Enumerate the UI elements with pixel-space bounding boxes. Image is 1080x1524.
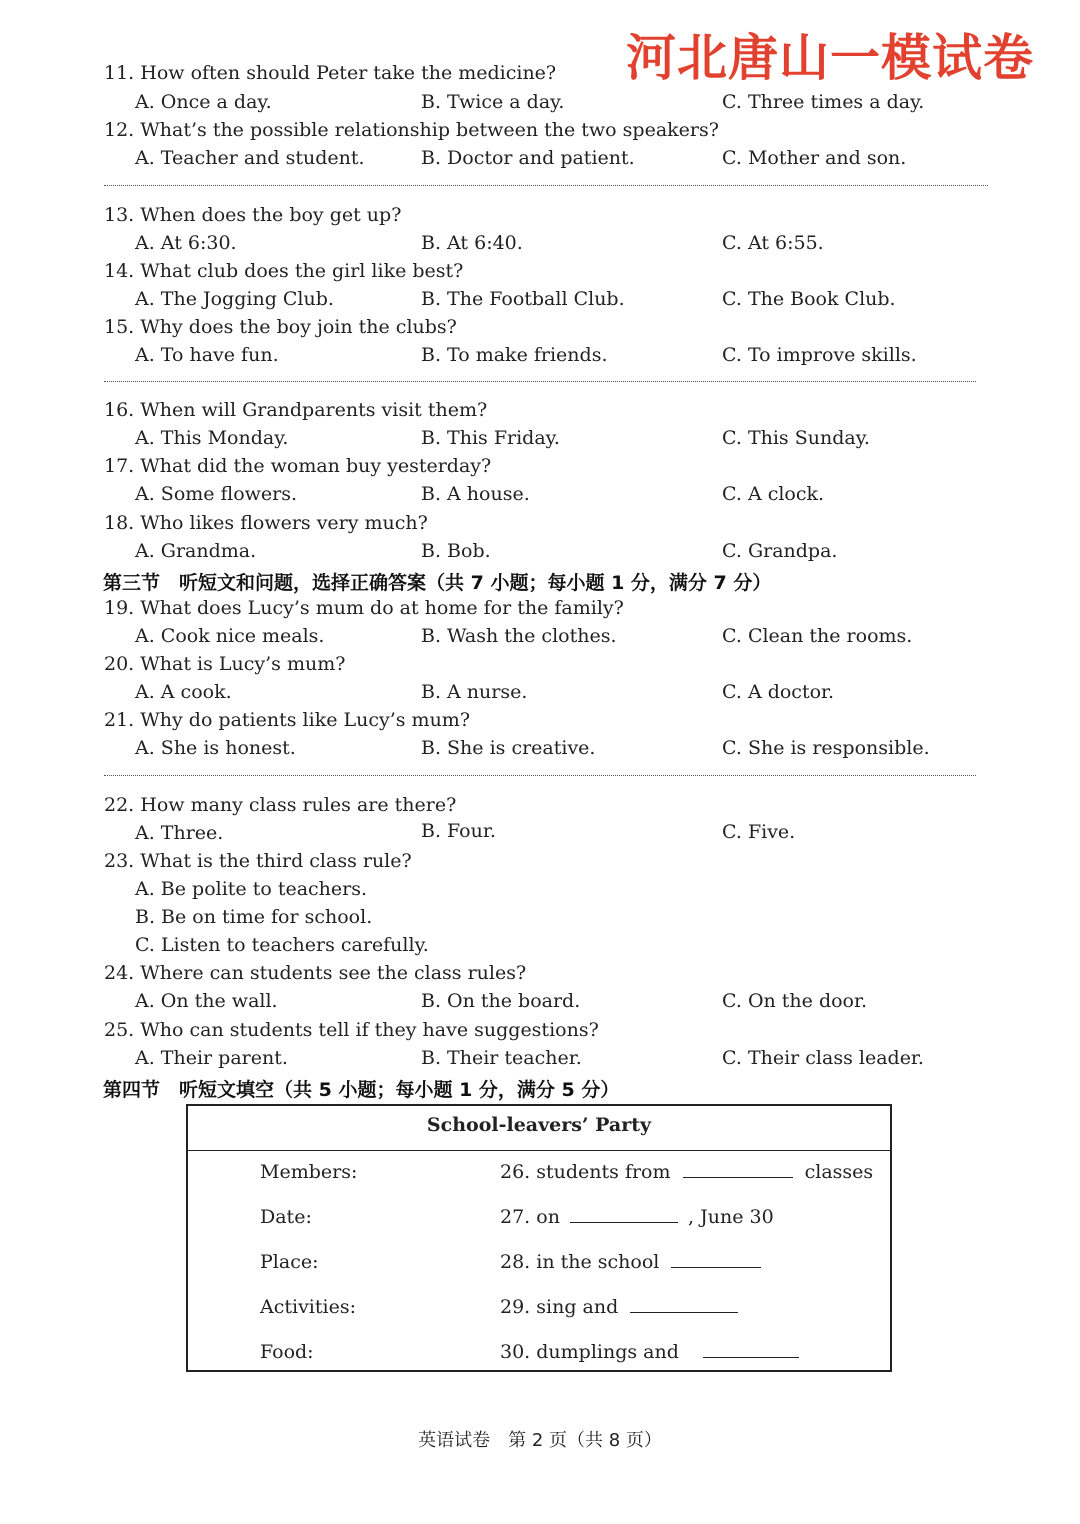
option-21a: A. She is honest.: [135, 737, 296, 759]
option-12a: A. Teacher and student.: [135, 147, 365, 169]
question-25: 25. Who can students tell if they have suggestions?: [104, 1019, 599, 1041]
option-24b: B. On the board.: [421, 990, 581, 1012]
option-18b: B. Bob.: [421, 540, 491, 562]
question-24: 24. Where can students see the class rules?: [104, 962, 527, 984]
option-13c: C. At 6:55.: [722, 232, 824, 254]
row-suffix-27: , June 30: [688, 1206, 774, 1228]
option-19a: A. Cook nice meals.: [135, 625, 325, 647]
row-text-28: 28. in the school: [500, 1251, 660, 1273]
option-14a: A. The Jogging Club.: [135, 288, 334, 310]
row-text-29: 29. sing and: [500, 1296, 619, 1318]
question-11: 11. How often should Peter take the medicine?: [104, 62, 557, 84]
answer-blank-30[interactable]: [703, 1356, 799, 1358]
option-19c: C. Clean the rooms.: [722, 625, 913, 647]
option-22a: A. Three.: [135, 822, 224, 844]
option-20c: C. A doctor.: [722, 681, 835, 703]
question-22: 22. How many class rules are there?: [104, 794, 457, 816]
divider: [104, 381, 976, 382]
question-12: 12. What’s the possible relationship between the two speakers?: [104, 119, 719, 141]
question-21: 21. Why do patients like Lucy’s mum?: [104, 709, 471, 731]
question-13: 13. When does the boy get up?: [104, 204, 402, 226]
table-title: School-leavers’ Party: [426, 1114, 652, 1136]
divider: [104, 775, 976, 776]
option-23c: C. Listen to teachers carefully.: [135, 934, 429, 956]
option-16a: A. This Monday.: [135, 427, 289, 449]
row-label-date: Date:: [260, 1206, 312, 1228]
row-item-28: [500, 1251, 767, 1273]
option-11c: C. Three times a day.: [722, 91, 925, 113]
fill-in-table: [186, 1104, 892, 1372]
option-21b: B. She is creative.: [421, 737, 596, 759]
row-item-30: [500, 1341, 805, 1363]
option-25c: C. Their class leader.: [722, 1047, 924, 1069]
option-16b: B. This Friday.: [421, 427, 560, 449]
option-21c: C. She is responsible.: [722, 737, 930, 759]
option-17a: A. Some flowers.: [135, 483, 298, 505]
option-11a: A. Once a day.: [135, 91, 272, 113]
section-4-heading: 第四节 听短文填空（共 5 小题；每小题 1 分，满分 5 分）: [103, 1079, 620, 1101]
row-label-place: Place:: [260, 1251, 319, 1273]
row-label-food: Food:: [260, 1341, 314, 1363]
question-23: 23. What is the third class rule?: [104, 850, 412, 872]
answer-blank-28[interactable]: [671, 1266, 761, 1268]
option-19b: B. Wash the clothes.: [421, 625, 617, 647]
option-23a: A. Be polite to teachers.: [135, 878, 368, 900]
divider: [104, 185, 988, 186]
question-14: 14. What club does the girl like best?: [104, 260, 464, 282]
page-footer: 英语试卷 第 2 页（共 8 页）: [418, 1430, 662, 1451]
option-22b: B. Four.: [421, 820, 496, 842]
option-24c: C. On the door.: [722, 990, 868, 1012]
option-24a: A. On the wall.: [135, 990, 278, 1012]
question-17: 17. What did the woman buy yesterday?: [104, 455, 492, 477]
option-22c: C. Five.: [722, 821, 796, 843]
option-18a: A. Grandma.: [135, 540, 257, 562]
option-17b: B. A house.: [421, 483, 530, 505]
row-item-26: [500, 1161, 873, 1183]
option-11b: B. Twice a day.: [421, 91, 565, 113]
row-item-29: [500, 1296, 744, 1318]
option-15a: A. To have fun.: [135, 344, 279, 366]
option-12b: B. Doctor and patient.: [421, 147, 635, 169]
option-20a: A. A cook.: [135, 681, 232, 703]
answer-blank-29[interactable]: [630, 1311, 738, 1313]
option-16c: C. This Sunday.: [722, 427, 870, 449]
option-23b: B. Be on time for school.: [135, 906, 373, 928]
row-suffix-26: classes: [804, 1161, 874, 1183]
option-25b: B. Their teacher.: [421, 1047, 582, 1069]
option-17c: C. A clock.: [722, 483, 825, 505]
row-label-activities: Activities:: [260, 1296, 356, 1318]
section-3-heading: 第三节 听短文和问题，选择正确答案（共 7 小题；每小题 1 分，满分 7 分）: [103, 572, 772, 594]
option-13a: A. At 6:30.: [135, 232, 237, 254]
option-14b: B. The Football Club.: [421, 288, 625, 310]
option-20b: B. A nurse.: [421, 681, 528, 703]
answer-blank-27[interactable]: [570, 1221, 678, 1223]
option-14c: C. The Book Club.: [722, 288, 896, 310]
option-12c: C. Mother and son.: [722, 147, 907, 169]
question-20: 20. What is Lucy’s mum?: [104, 653, 346, 675]
option-15c: C. To improve skills.: [722, 344, 917, 366]
row-text-26: 26. students from: [500, 1161, 671, 1183]
row-text-30: 30. dumplings and: [500, 1341, 679, 1363]
option-18c: C. Grandpa.: [722, 540, 838, 562]
option-25a: A. Their parent.: [135, 1047, 288, 1069]
question-19: 19. What does Lucy’s mum do at home for the family?: [104, 597, 624, 619]
table-header-rule: [188, 1150, 890, 1151]
question-15: 15. Why does the boy join the clubs?: [104, 316, 457, 338]
row-item-27: [500, 1206, 774, 1228]
watermark-title: 河北唐山一模试卷: [626, 29, 1034, 87]
option-15b: B. To make friends.: [421, 344, 608, 366]
answer-blank-26[interactable]: [683, 1176, 793, 1178]
row-label-members: Members:: [260, 1161, 358, 1183]
option-13b: B. At 6:40.: [421, 232, 523, 254]
question-16: 16. When will Grandparents visit them?: [104, 399, 488, 421]
question-18: 18. Who likes flowers very much?: [104, 512, 428, 534]
row-text-27: 27. on: [500, 1206, 560, 1228]
